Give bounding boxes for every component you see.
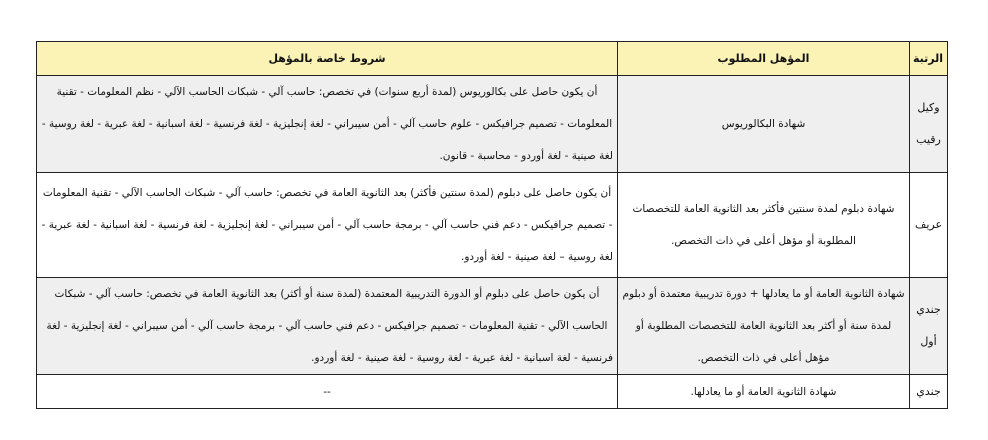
- requirements-table-wrapper: [36, 41, 948, 409]
- table-row: [37, 278, 948, 375]
- table-row: [37, 375, 948, 409]
- requirements-table: [36, 41, 948, 409]
- qualification-cell: شهادة الثانوية العامة أو ما يعادلها + دورة تدريبية معتمدة أو دبلوم لمدة سنة أو أكثر بعد الثانوية العامة للتخصصات المطلوبة أو مؤهل أعلى في ذات التخصص.: [618, 278, 910, 375]
- qualification-cell: شهادة الثانوية العامة أو ما يعادلها.: [618, 375, 910, 409]
- conditions-cell: أن يكون حاصل على دبلوم أو الدورة التدريبية المعتمدة (لمدة سنة أو أكثر) بعد الثانوية العامة في تخصص: حاسب آلي - شبكات الحاسب الآلي - تقنية المعلومات - تصميم جرافيكس - دعم فني حاسب آلي - برمجة حاسب آلي - أمن سيبراني - لغة إنجليزية - لغة فرنسية - لغة اسبانية - لغة عبرية - لغة روسية - لغة صينية - لغة أوردو.: [37, 278, 618, 375]
- conditions-cell: --: [37, 375, 618, 409]
- qualification-cell: شهادة دبلوم لمدة سنتين فأكثر بعد الثانوية العامة للتخصصات المطلوبة أو مؤهل أعلى في ذات التخصص.: [618, 173, 910, 278]
- table-header-row: [37, 42, 948, 76]
- rank-cell: جندي: [910, 375, 948, 409]
- header-rank: الرتبة: [910, 42, 948, 76]
- rank-cell: عريف: [910, 173, 948, 278]
- table-row: [37, 76, 948, 173]
- rank-cell: جندي أول: [910, 278, 948, 375]
- table-row: [37, 173, 948, 278]
- rank-cell: وكيل رقيب: [910, 76, 948, 173]
- header-conditions: شروط خاصة بالمؤهل: [37, 42, 618, 76]
- header-qualification: المؤهل المطلوب: [618, 42, 910, 76]
- qualification-cell: شهادة البكالوريوس: [618, 76, 910, 173]
- conditions-cell: أن يكون حاصل على بكالوريوس (لمدة أربع سنوات) في تخصص: حاسب آلي - شبكات الحاسب الآلي - نظم المعلومات - تقنية المعلومات - تصميم جرافيكس - علوم حاسب آلي - أمن سيبراني - لغة إنجليزية - لغة فرنسية - لغة اسبانية - لغة عبرية - لغة روسية - لغة صينية - لغة أوردو - محاسبة - قانون.: [37, 76, 618, 173]
- conditions-cell: أن يكون حاصل على دبلوم (لمدة سنتين فأكثر) بعد الثانوية العامة في تخصص: حاسب آلي - شبكات الحاسب الآلي - تقنية المعلومات - تصميم جرافيكس - دعم فني حاسب آلي - برمجة حاسب آلي - أمن سيبراني - لغة إنجليزية - لغة فرنسية - لغة اسبانية - لغة عبرية - لغة روسية – لغة صينية - لغة أوردو.: [37, 173, 618, 278]
